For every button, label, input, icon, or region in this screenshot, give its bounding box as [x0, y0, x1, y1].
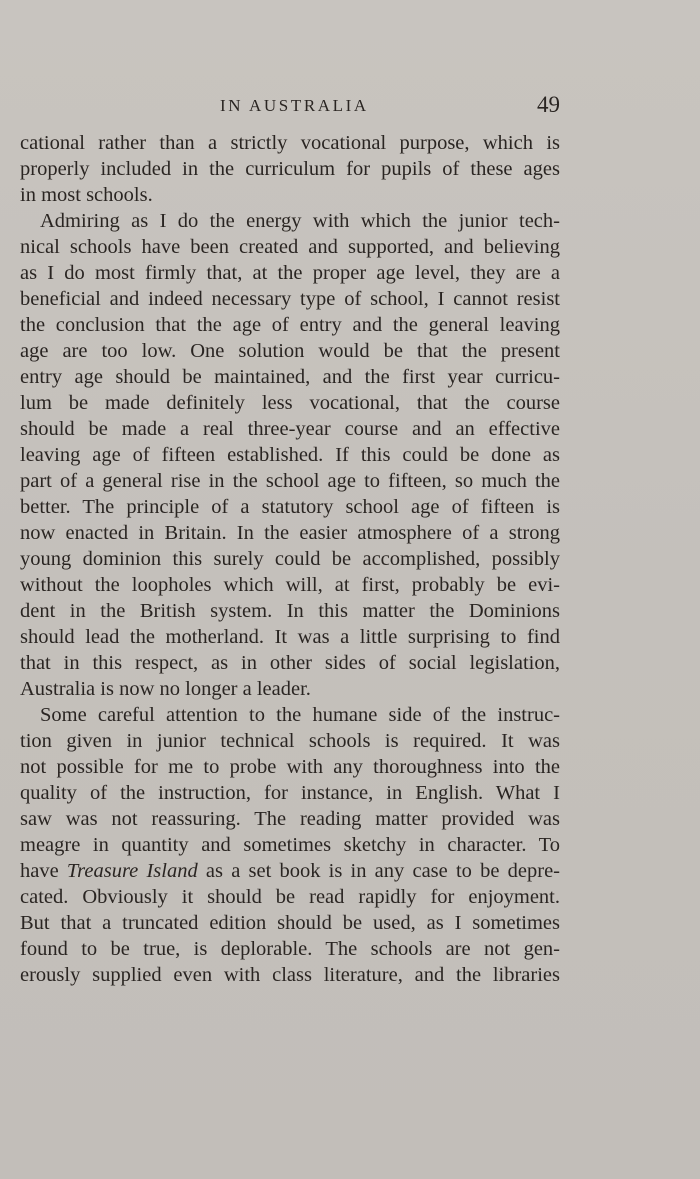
text-line: age are too low. One solution would be that the present [20, 340, 560, 362]
text-line: dent in the British system. In this matter the Dominions [20, 600, 560, 622]
text-line: the conclusion that the age of entry and the general leaving [20, 314, 560, 336]
text-line: properly included in the curriculum for pupils of these ages [20, 158, 560, 180]
text-line: Australia is now no longer a leader. [20, 678, 311, 700]
text-line: found to be true, is deplorable. The schools are not gen- [20, 938, 560, 960]
text-line: meagre in quantity and sometimes sketchy in character. To [20, 834, 560, 856]
text-line: beneficial and indeed necessary type of school, I cannot resist [20, 288, 560, 310]
text-line: young dominion this surely could be accomplished, possibly [20, 548, 560, 570]
text-line: should be made a real three-year course and an effective [20, 418, 560, 440]
text-line: now enacted in Britain. In the easier atmosphere of a strong [20, 522, 560, 544]
text-line: entry age should be maintained, and the first year curricu- [20, 366, 560, 388]
page-header [20, 92, 560, 124]
text-line: cated. Obviously it should be read rapidly for enjoyment. [20, 886, 560, 908]
book-title: Treasure Island [66, 860, 198, 882]
text-line: without the loopholes which will, at first, probably be evi- [20, 574, 560, 596]
text-line: lum be made definitely less vocational, that the course [20, 392, 560, 414]
text-line: not possible for me to probe with any thoroughness into the [20, 756, 560, 778]
text-line: leaving age of fifteen established. If this could be done as [20, 444, 560, 466]
page-number: 49 [537, 92, 560, 117]
text-line: better. The principle of a statutory school age of fifteen is [20, 496, 560, 518]
text-line: in most schools. [20, 184, 153, 206]
text-line: quality of the instruction, for instance, in English. What I [20, 782, 560, 804]
text-line: should lead the motherland. It was a little surprising to find [20, 626, 560, 648]
text-line: erously supplied even with class literature, and the libraries [20, 964, 560, 986]
text-line: as I do most firmly that, at the proper age level, they are a [20, 262, 560, 284]
text-line: Admiring as I do the energy with which the junior tech- [40, 210, 560, 232]
text-line: But that a truncated edition should be used, as I sometimes [20, 912, 560, 934]
text-fragment: as a set book is in any case to be depre- [197, 860, 560, 882]
text-line: nical schools have been created and supported, and believing [20, 236, 560, 258]
text-line: tion given in junior technical schools is required. It was [20, 730, 560, 752]
text-line: cational rather than a strictly vocational purpose, which is [20, 132, 560, 154]
running-head: IN AUSTRALIA [220, 96, 369, 115]
text-line: that in this respect, as in other sides of social legislation, [20, 652, 560, 674]
text-line-italic [20, 858, 560, 884]
text-line: saw was not reassuring. The reading matter provided was [20, 808, 560, 830]
body-text [20, 130, 560, 988]
text-fragment: have [20, 860, 67, 882]
text-line: Some careful attention to the humane side of the instruc- [40, 704, 560, 726]
text-line: part of a general rise in the school age to fifteen, so much the [20, 470, 560, 492]
